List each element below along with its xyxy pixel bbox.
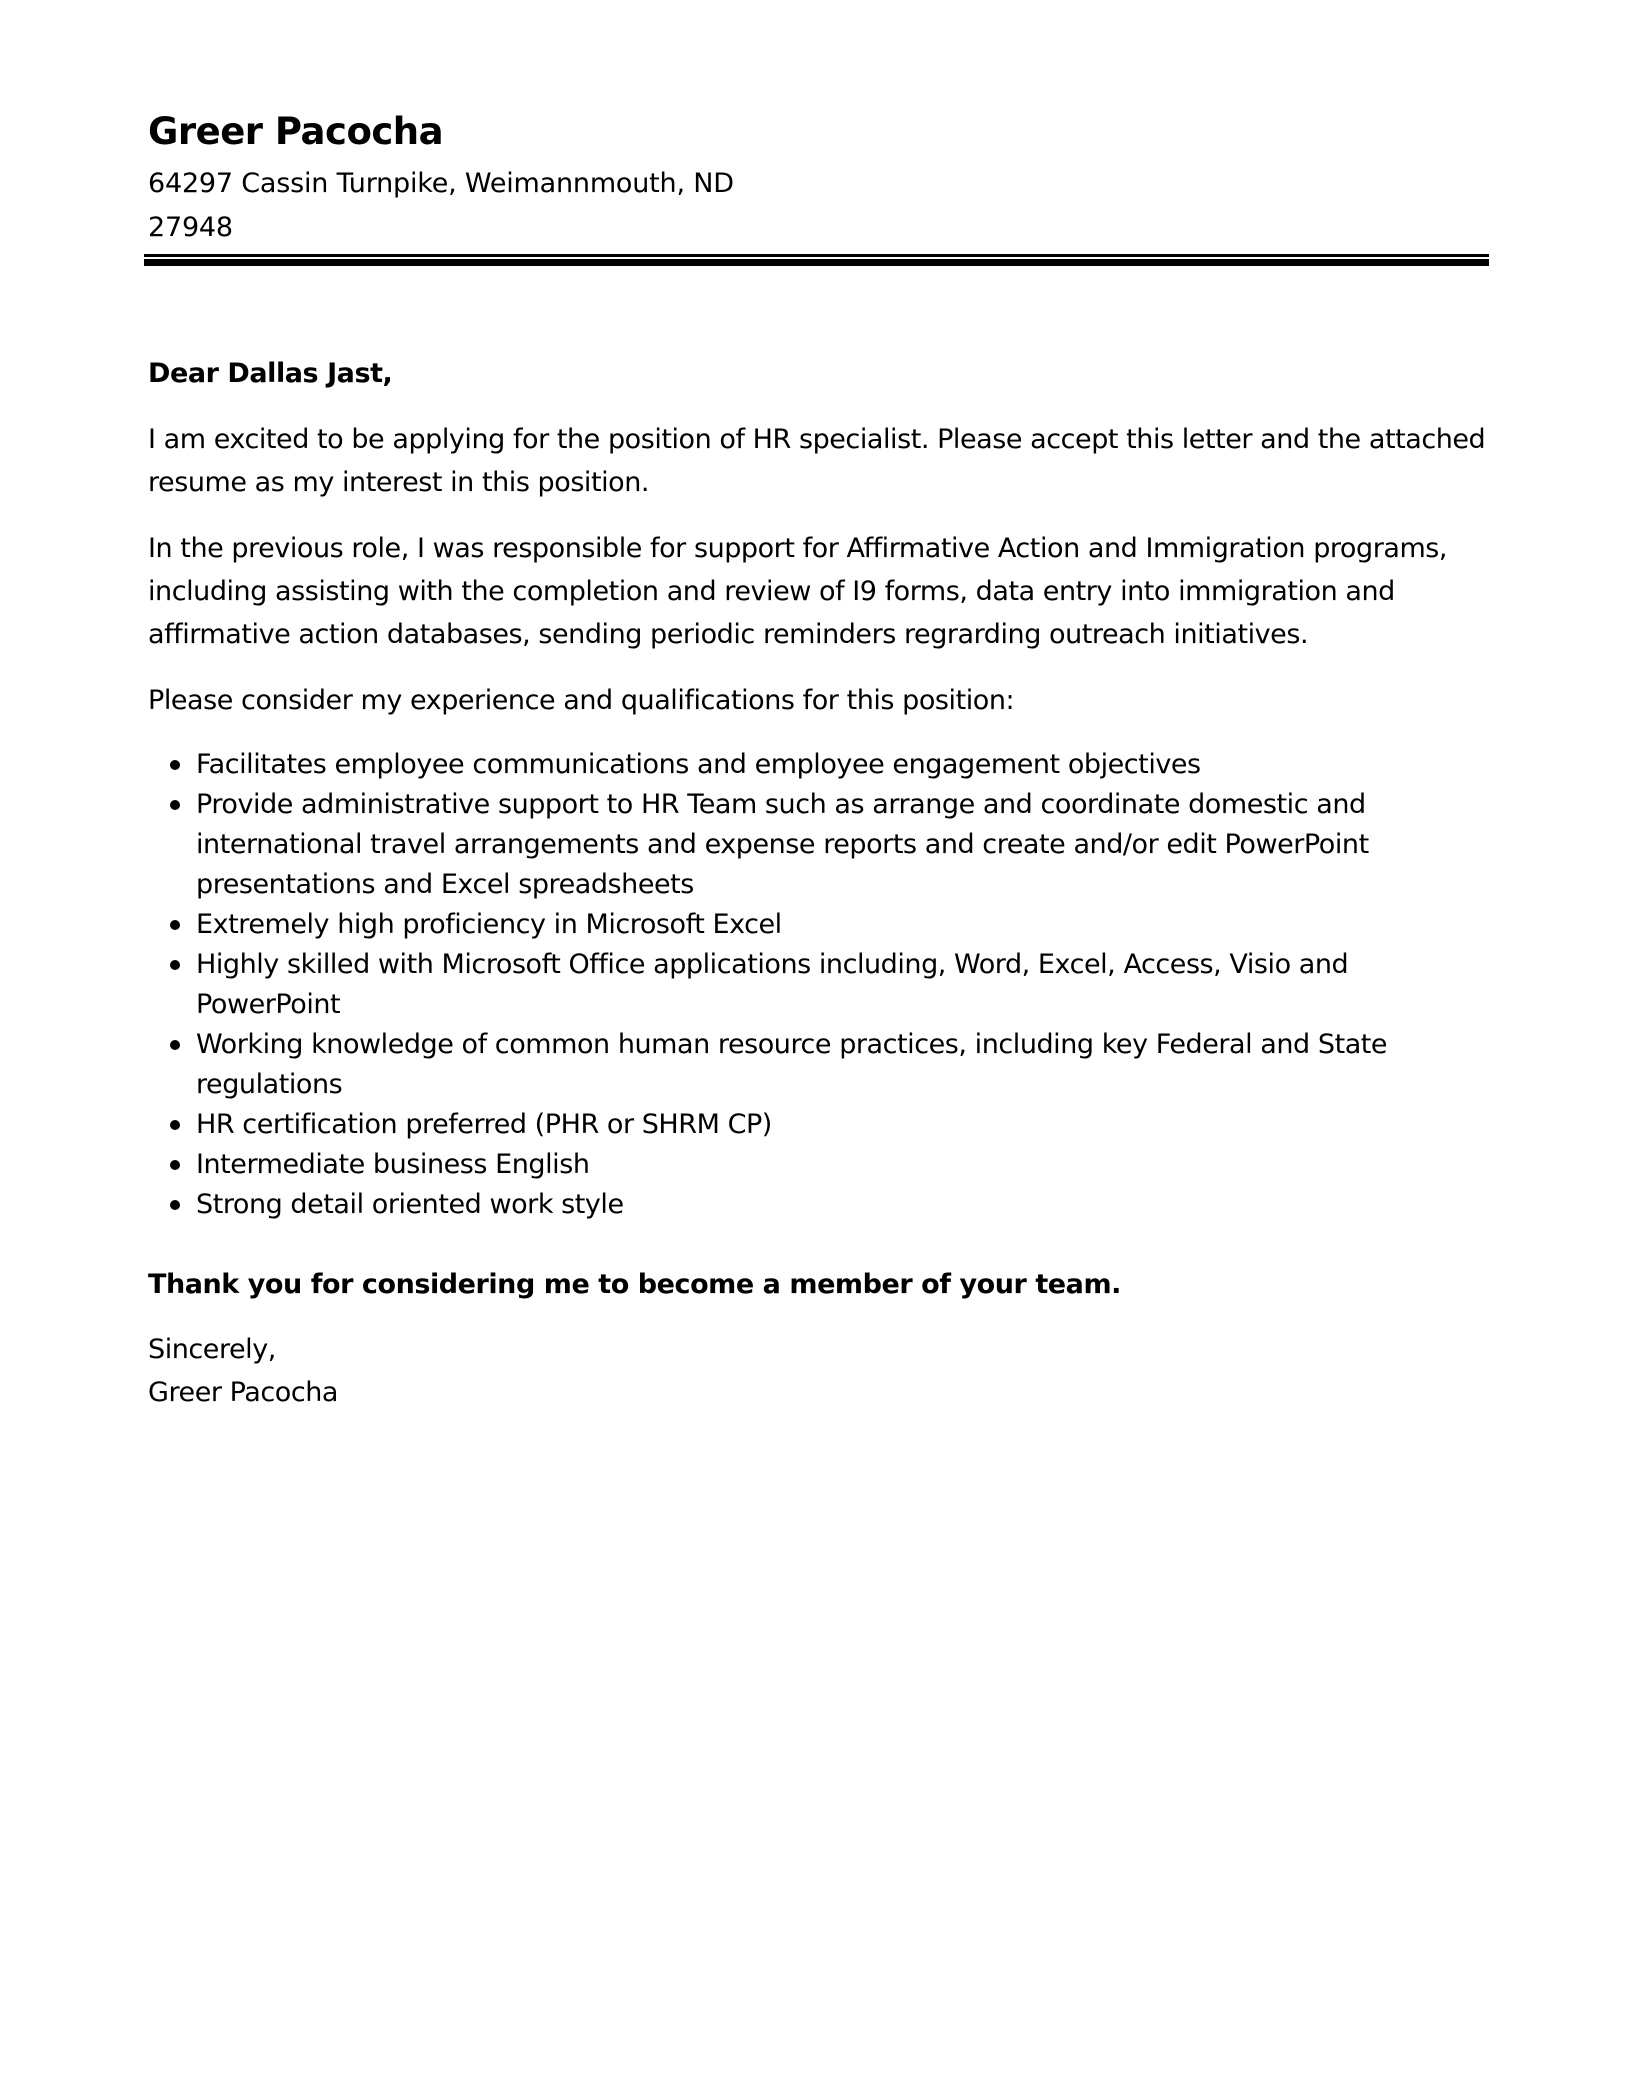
list-item [148,745,1488,785]
list-item [148,1185,1488,1225]
list-item-text: Intermediate business English [196,1149,590,1180]
bullet-icon [170,760,180,770]
qualifications-intro: Please consider my experience and qualifications for this position: [148,685,1015,716]
sender-name: Greer Pacocha [148,110,444,153]
list-item [148,1025,1488,1105]
list-item [148,905,1488,945]
bullet-icon [170,1120,180,1130]
address-line-2: 27948 [148,212,233,243]
list-item-text: Facilitates employee communications and employee engagement objectives [196,749,1201,780]
list-item [148,945,1488,1025]
header-divider-thick [144,259,1489,266]
signature-name: Greer Pacocha [148,1377,338,1408]
bullet-icon [170,1040,180,1050]
list-item-text: Provide administrative support to HR Team such as arrange and coordinate domestic and international travel arrangements and expense reports and create and/or edit PowerPoint presentations and Excel spreadsheets [196,789,1369,900]
address-line-1: 64297 Cassin Turnpike, Weimannmouth, ND [148,168,734,199]
bullet-icon [170,920,180,930]
signoff: Sincerely, [148,1334,276,1365]
qualifications-list [148,745,1488,1225]
list-item-text: Extremely high proficiency in Microsoft Excel [196,909,782,940]
intro-paragraph: I am excited to be applying for the position of HR specialist. Please accept this letter and the attached resume as my interest in this position. [148,424,1486,498]
salutation: Dear Dallas Jast, [148,358,393,389]
list-item [148,785,1488,905]
bullet-icon [170,1200,180,1210]
bullet-icon [170,800,180,810]
signoff-block [148,1328,1488,1414]
list-item-text: Highly skilled with Microsoft Office applications including, Word, Excel, Access, Visio and PowerPoint [196,949,1349,1020]
sender-address [148,162,734,250]
list-item [148,1105,1488,1145]
letter-body [148,352,1488,1414]
closing-line: Thank you for considering me to become a member of your team. [148,1269,1121,1300]
bullet-icon [170,1160,180,1170]
list-item-text: Working knowledge of common human resource practices, including key Federal and State regulations [196,1029,1388,1100]
list-item [148,1145,1488,1185]
list-item-text: HR certification preferred (PHR or SHRM CP) [196,1109,772,1140]
header-divider-thin [144,254,1489,257]
list-item-text: Strong detail oriented work style [196,1189,624,1220]
experience-paragraph: In the previous role, I was responsible for support for Affirmative Action and Immigration programs, including assisting with the completion and review of I9 forms, data entry into immigration and affirmative action databases, sending periodic reminders regrarding outreach initiatives. [148,533,1448,650]
bullet-icon [170,960,180,970]
